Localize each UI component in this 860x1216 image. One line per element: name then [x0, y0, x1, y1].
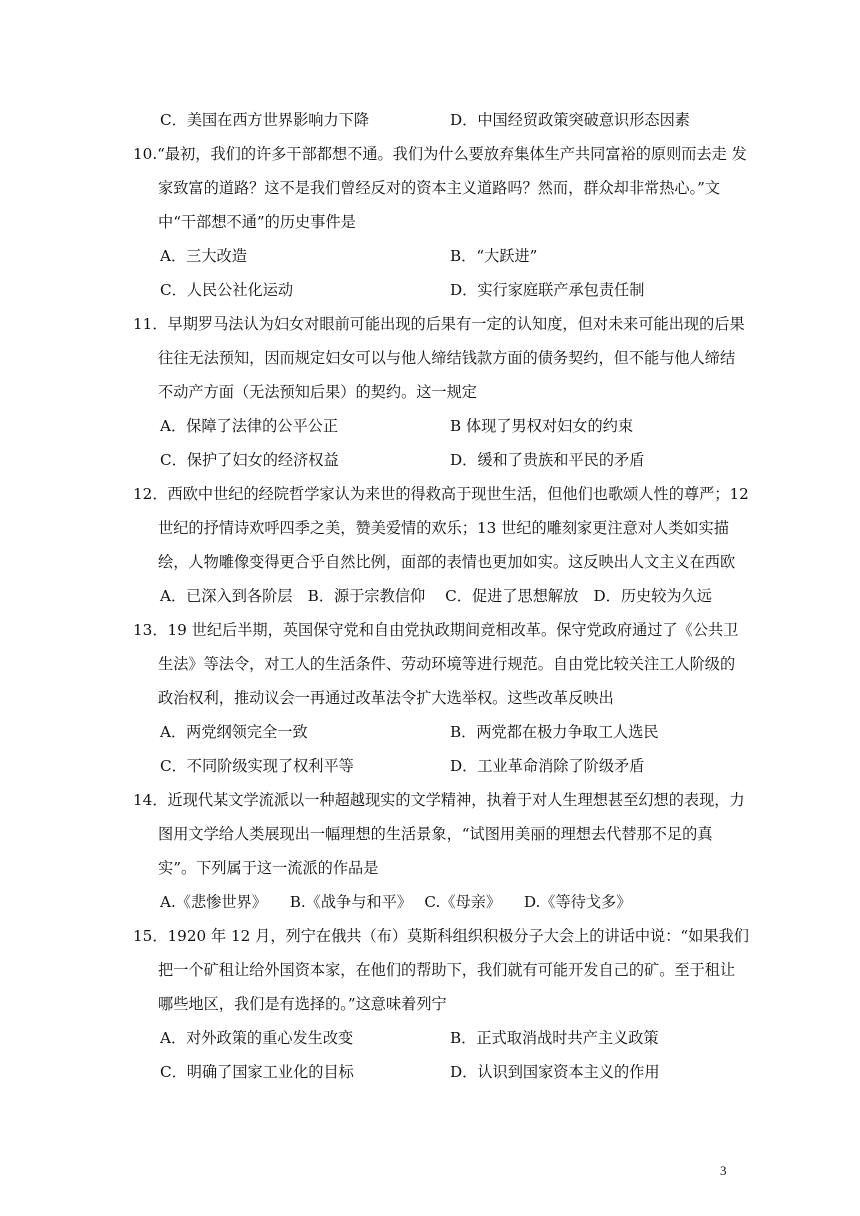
q14-line-3: 实”。下列属于这一流派的作品是 [158, 859, 379, 877]
q11-line-2: 往往无法预知，因而规定妇女可以与他人缔结钱款方面的债务契约，但不能与他人缔结 [158, 349, 736, 367]
q10-option-d: D．实行家庭联产承包责任制 [450, 281, 645, 299]
q13-option-c: C．不同阶级实现了权利平等 [160, 757, 354, 775]
q10-line-3: 中“干部想不通”的历史事件是 [158, 213, 356, 231]
q12-line-3: 绘，人物雕像变得更合乎自然比例，面部的表情也更加如实。这反映出人文主义在西欧 [158, 553, 736, 571]
q15-option-d: D．认识到国家资本主义的作用 [450, 1063, 660, 1081]
q11-line-1: 11．早期罗马法认为妇女对眼前可能出现的后果有一定的认知度，但对未来可能出现的后果 [133, 315, 745, 333]
q15-line-3: 哪些地区，我们是有选择的。”这意味着列宁 [158, 995, 447, 1013]
q11-option-a: A．保障了法律的公平公正 [160, 417, 339, 435]
q13-line-2: 生法》等法令，对工人的生活条件、劳动环境等进行规范。自由党比较关注工人阶级的 [158, 655, 736, 673]
q13-line-3: 政治权利，推动议会一再通过改革法令扩大选举权。这些改革反映出 [158, 689, 614, 707]
q13-option-a: A．两党纲领完全一致 [160, 723, 308, 741]
q10-option-c: C．人民公社化运动 [160, 281, 294, 299]
q15-line-1: 15．1920 年 12 月，列宁在俄共（布）莫斯科组织积极分子大会上的讲话中说：“如果我们 [133, 927, 749, 945]
q11-option-d: D．缓和了贵族和平民的矛盾 [450, 451, 645, 469]
q9-option-c: C．美国在西方世界影响力下降 [160, 111, 370, 129]
q13-option-b: B．两党都在极力争取工人选民 [450, 723, 659, 741]
q14-line-2: 图用文学给人类展现出一幅理想的生活景象，“试图用美丽的理想去代替那不足的真 [158, 825, 713, 843]
page-number: 3 [720, 1163, 727, 1178]
q13-option-d: D．工业革命消除了阶级矛盾 [450, 757, 645, 775]
q10-option-b: B．“大跃进” [450, 247, 538, 265]
q11-line-3: 不动产方面（无法预知后果）的契约。这一规定 [158, 383, 477, 401]
q13-line-1: 13．19 世纪后半期，英国保守党和自由党执政期间竞相改革。保守党政府通过了《公共卫 [133, 621, 739, 639]
q10-line-2: 家致富的道路？这不是我们曾经反对的资本主义道路吗？然而，群众却非常热心。”文 [158, 179, 721, 197]
q11-option-b: B 体现了男权对妇女的约束 [450, 417, 634, 435]
q11-option-c: C．保护了妇女的经济权益 [160, 451, 339, 469]
q15-option-a: A．对外政策的重心发生改变 [160, 1029, 354, 1047]
q9-option-d: D．中国经贸政策突破意识形态因素 [450, 111, 690, 129]
q10-line-1: 10.“最初，我们的许多干部都想不通。我们为什么要放弃集体生产共同富裕的原则而去走 发 [133, 145, 747, 163]
q14-line-1: 14．近现代某文学流派以一种超越现实的文学精神，执着于对人生理想甚至幻想的表现，力 [133, 791, 745, 809]
q12-line-1: 12．西欧中世纪的经院哲学家认为来世的得救高于现世生活，但他们也歌颂人性的尊严；12 [133, 485, 749, 503]
q15-option-b: B．正式取消战时共产主义政策 [450, 1029, 659, 1047]
q12-line-2: 世纪的抒情诗欢呼四季之美，赞美爱情的欢乐；13 世纪的雕刻家更注意对人类如实描 [158, 519, 729, 537]
q15-line-2: 把一个矿租让给外国资本家，在他们的帮助下，我们就有可能开发自己的矿。至于租让 [158, 961, 736, 979]
q10-option-a: A．三大改造 [160, 247, 247, 265]
q14-options: A.《悲惨世界》 B.《战争与和平》 C.《母亲》 D.《等待戈多》 [160, 893, 632, 911]
q12-options: A．已深入到各阶层 B．源于宗教信仰 C．促进了思想解放 D．历史较为久远 [160, 587, 712, 605]
q15-option-c: C．明确了国家工业化的目标 [160, 1063, 354, 1081]
